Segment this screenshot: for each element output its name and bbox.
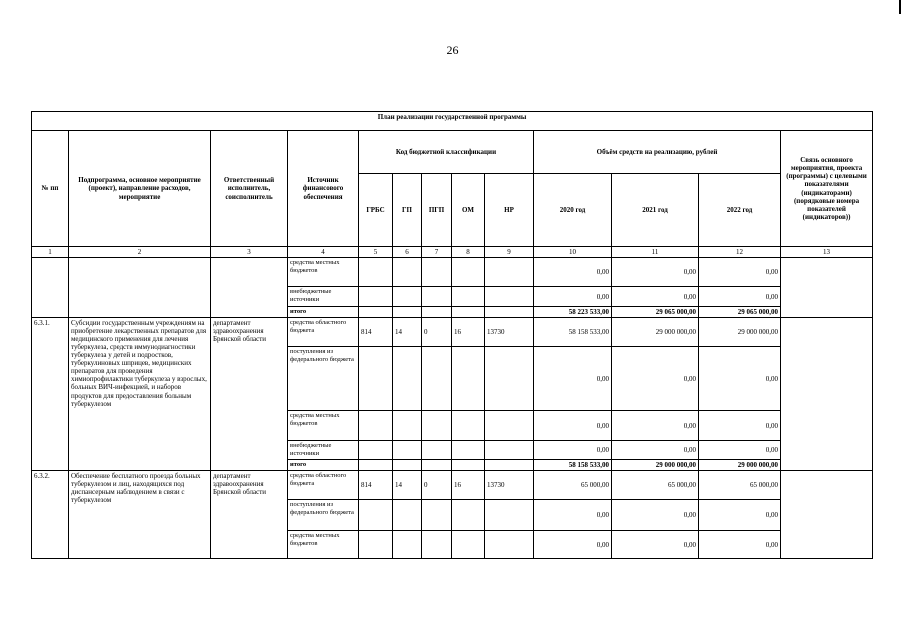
code-cell xyxy=(393,307,422,318)
header-2020: 2020 год xyxy=(534,174,612,247)
total-2021: 29 000 000,00 xyxy=(612,460,699,471)
prev-name-cell xyxy=(69,258,211,318)
code-cell xyxy=(393,258,422,287)
item-number: 6.3.2. xyxy=(32,471,69,559)
amount-2020: 65 000,00 xyxy=(534,471,612,500)
code-cell xyxy=(359,531,393,559)
code-pgp: 0 xyxy=(422,318,452,347)
table-row xyxy=(32,471,873,500)
source-cell: внебюджетные источники xyxy=(288,287,359,307)
code-cell xyxy=(452,307,485,318)
header-grbs: ГРБС xyxy=(359,174,393,247)
column-number: 12 xyxy=(699,247,781,258)
code-cell xyxy=(393,411,422,441)
header-row-1 xyxy=(32,131,873,174)
column-number: 6 xyxy=(393,247,422,258)
table-row xyxy=(32,318,873,347)
header-link: Связь основного мероприятия, проекта (программы) с целевыми показателями (индикаторами) (порядковые номера показателей (индикаторов)) xyxy=(781,131,873,247)
total-2020: 58 223 533,00 xyxy=(534,307,612,318)
column-number: 5 xyxy=(359,247,393,258)
source-cell-total: итого xyxy=(288,307,359,318)
table-row xyxy=(32,258,873,287)
code-cell xyxy=(359,411,393,441)
amount-2020: 0,00 xyxy=(534,500,612,531)
header-source: Источник финансового обеспечения xyxy=(288,131,359,247)
item-name: Субсидии государственным учреждениям на приобретение лекарственных препаратов для медицинского применения для лечения туберкулеза, средств иммунодиагностики туберкулеза у детей и подростков, туберкулиновых шприцев, медицинских препаратов для проведения химиопрофилактики туберкулеза у взрослых, больных ВИЧ-инфекцией, и наборов продуктов для предоставления больным туберкулезом xyxy=(69,318,211,471)
table-title-row xyxy=(32,112,873,131)
code-cell xyxy=(359,460,393,471)
code-cell xyxy=(359,500,393,531)
amount-2021: 0,00 xyxy=(612,441,699,460)
column-number-row xyxy=(32,247,873,258)
source-cell: поступления из федерального бюджета xyxy=(288,500,359,531)
amount-2020: 0,00 xyxy=(534,441,612,460)
table-title: План реализации государственной программы xyxy=(32,112,873,131)
amount-2020: 58 158 533,00 xyxy=(534,318,612,347)
total-2022: 29 000 000,00 xyxy=(699,460,781,471)
code-gp: 14 xyxy=(393,318,422,347)
source-cell: средства местных бюджетов xyxy=(288,258,359,287)
code-cell xyxy=(393,531,422,559)
code-cell xyxy=(485,347,534,411)
code-cell xyxy=(485,411,534,441)
scan-edge-mark xyxy=(899,0,901,14)
prev-executor-cell xyxy=(211,258,288,318)
code-om: 16 xyxy=(452,471,485,500)
code-cell xyxy=(485,531,534,559)
code-cell xyxy=(422,258,452,287)
item-number: 6.3.1. xyxy=(32,318,69,471)
amount-2021: 0,00 xyxy=(612,287,699,307)
code-cell xyxy=(485,287,534,307)
amount-2022: 65 000,00 xyxy=(699,471,781,500)
amount-2022: 0,00 xyxy=(699,347,781,411)
code-cell xyxy=(485,500,534,531)
amount-2022: 0,00 xyxy=(699,287,781,307)
code-cell xyxy=(485,307,534,318)
code-nr: 13730 xyxy=(485,318,534,347)
header-gp: ГП xyxy=(393,174,422,247)
column-number: 9 xyxy=(485,247,534,258)
code-cell xyxy=(485,460,534,471)
link-cell xyxy=(781,318,873,471)
source-cell: средства местных бюджетов xyxy=(288,411,359,441)
link-cell xyxy=(781,258,873,318)
header-volume-group: Объём средств на реализацию, рублей xyxy=(534,131,781,174)
item-executor: департамент здравоохранения Брянской области xyxy=(211,318,288,471)
code-pgp: 0 xyxy=(422,471,452,500)
source-cell-total: итого xyxy=(288,460,359,471)
total-2020: 58 158 533,00 xyxy=(534,460,612,471)
amount-2021: 0,00 xyxy=(612,500,699,531)
code-cell xyxy=(359,441,393,460)
code-cell xyxy=(485,258,534,287)
code-cell xyxy=(452,441,485,460)
amount-2020: 0,00 xyxy=(534,411,612,441)
header-executor: Ответственный исполнитель, соисполнитель xyxy=(211,131,288,247)
amount-2021: 0,00 xyxy=(612,411,699,441)
header-name: Подпрограмма, основное мероприятие (проект), направление расходов, мероприятие xyxy=(69,131,211,247)
code-cell xyxy=(393,500,422,531)
code-cell xyxy=(393,441,422,460)
amount-2022: 0,00 xyxy=(699,441,781,460)
column-number: 13 xyxy=(781,247,873,258)
code-cell xyxy=(422,531,452,559)
amount-2022: 29 000 000,00 xyxy=(699,318,781,347)
column-number: 3 xyxy=(211,247,288,258)
amount-2021: 0,00 xyxy=(612,531,699,559)
amount-2022: 0,00 xyxy=(699,500,781,531)
column-number: 2 xyxy=(69,247,211,258)
code-gp: 14 xyxy=(393,471,422,500)
code-cell xyxy=(452,500,485,531)
code-cell xyxy=(393,460,422,471)
total-2022: 29 065 000,00 xyxy=(699,307,781,318)
item-executor: департамент здравоохранения Брянской области xyxy=(211,471,288,559)
amount-2021: 65 000,00 xyxy=(612,471,699,500)
code-cell xyxy=(359,307,393,318)
code-cell xyxy=(452,287,485,307)
source-cell: поступления из федерального бюджета xyxy=(288,347,359,411)
code-cell xyxy=(422,347,452,411)
column-number: 4 xyxy=(288,247,359,258)
code-cell xyxy=(359,347,393,411)
amount-2020: 0,00 xyxy=(534,531,612,559)
code-om: 16 xyxy=(452,318,485,347)
column-number: 7 xyxy=(422,247,452,258)
item-name: Обеспечение бесплатного проезда больных туберкулезом и лиц, находящихся под диспансерным наблюдением в связи с туберкулезом xyxy=(69,471,211,559)
link-cell xyxy=(781,471,873,559)
header-kbk-group: Код бюджетной классификации xyxy=(359,131,534,174)
code-cell xyxy=(393,287,422,307)
code-cell xyxy=(422,287,452,307)
source-cell: средства областного бюджета xyxy=(288,471,359,500)
plan-table xyxy=(31,111,873,559)
code-cell xyxy=(422,500,452,531)
source-cell: средства областного бюджета xyxy=(288,318,359,347)
prev-num-cell xyxy=(32,258,69,318)
code-cell xyxy=(452,531,485,559)
amount-2020: 0,00 xyxy=(534,258,612,287)
header-num: № пп xyxy=(32,131,69,247)
amount-2021: 29 000 000,00 xyxy=(612,318,699,347)
amount-2020: 0,00 xyxy=(534,347,612,411)
header-2022: 2022 год xyxy=(699,174,781,247)
code-cell xyxy=(452,460,485,471)
column-number: 11 xyxy=(612,247,699,258)
amount-2022: 0,00 xyxy=(699,258,781,287)
header-pgp: ПГП xyxy=(422,174,452,247)
column-number: 10 xyxy=(534,247,612,258)
code-cell xyxy=(359,258,393,287)
column-number: 8 xyxy=(452,247,485,258)
code-cell xyxy=(422,307,452,318)
header-nr: НР xyxy=(485,174,534,247)
amount-2020: 0,00 xyxy=(534,287,612,307)
code-cell xyxy=(422,411,452,441)
code-cell xyxy=(422,441,452,460)
code-cell xyxy=(452,258,485,287)
code-cell xyxy=(393,347,422,411)
header-om: ОМ xyxy=(452,174,485,247)
amount-2021: 0,00 xyxy=(612,347,699,411)
header-2021: 2021 год xyxy=(612,174,699,247)
page-number: 26 xyxy=(446,43,459,57)
code-nr: 13730 xyxy=(485,471,534,500)
source-cell: средства местных бюджетов xyxy=(288,531,359,559)
code-cell xyxy=(452,411,485,441)
code-grbs: 814 xyxy=(359,318,393,347)
code-cell xyxy=(359,287,393,307)
source-cell: внебюджетные источники xyxy=(288,441,359,460)
code-cell xyxy=(452,347,485,411)
code-cell xyxy=(485,441,534,460)
code-cell xyxy=(422,460,452,471)
amount-2021: 0,00 xyxy=(612,258,699,287)
amount-2022: 0,00 xyxy=(699,411,781,441)
total-2021: 29 065 000,00 xyxy=(612,307,699,318)
column-number: 1 xyxy=(32,247,69,258)
amount-2022: 0,00 xyxy=(699,531,781,559)
code-grbs: 814 xyxy=(359,471,393,500)
